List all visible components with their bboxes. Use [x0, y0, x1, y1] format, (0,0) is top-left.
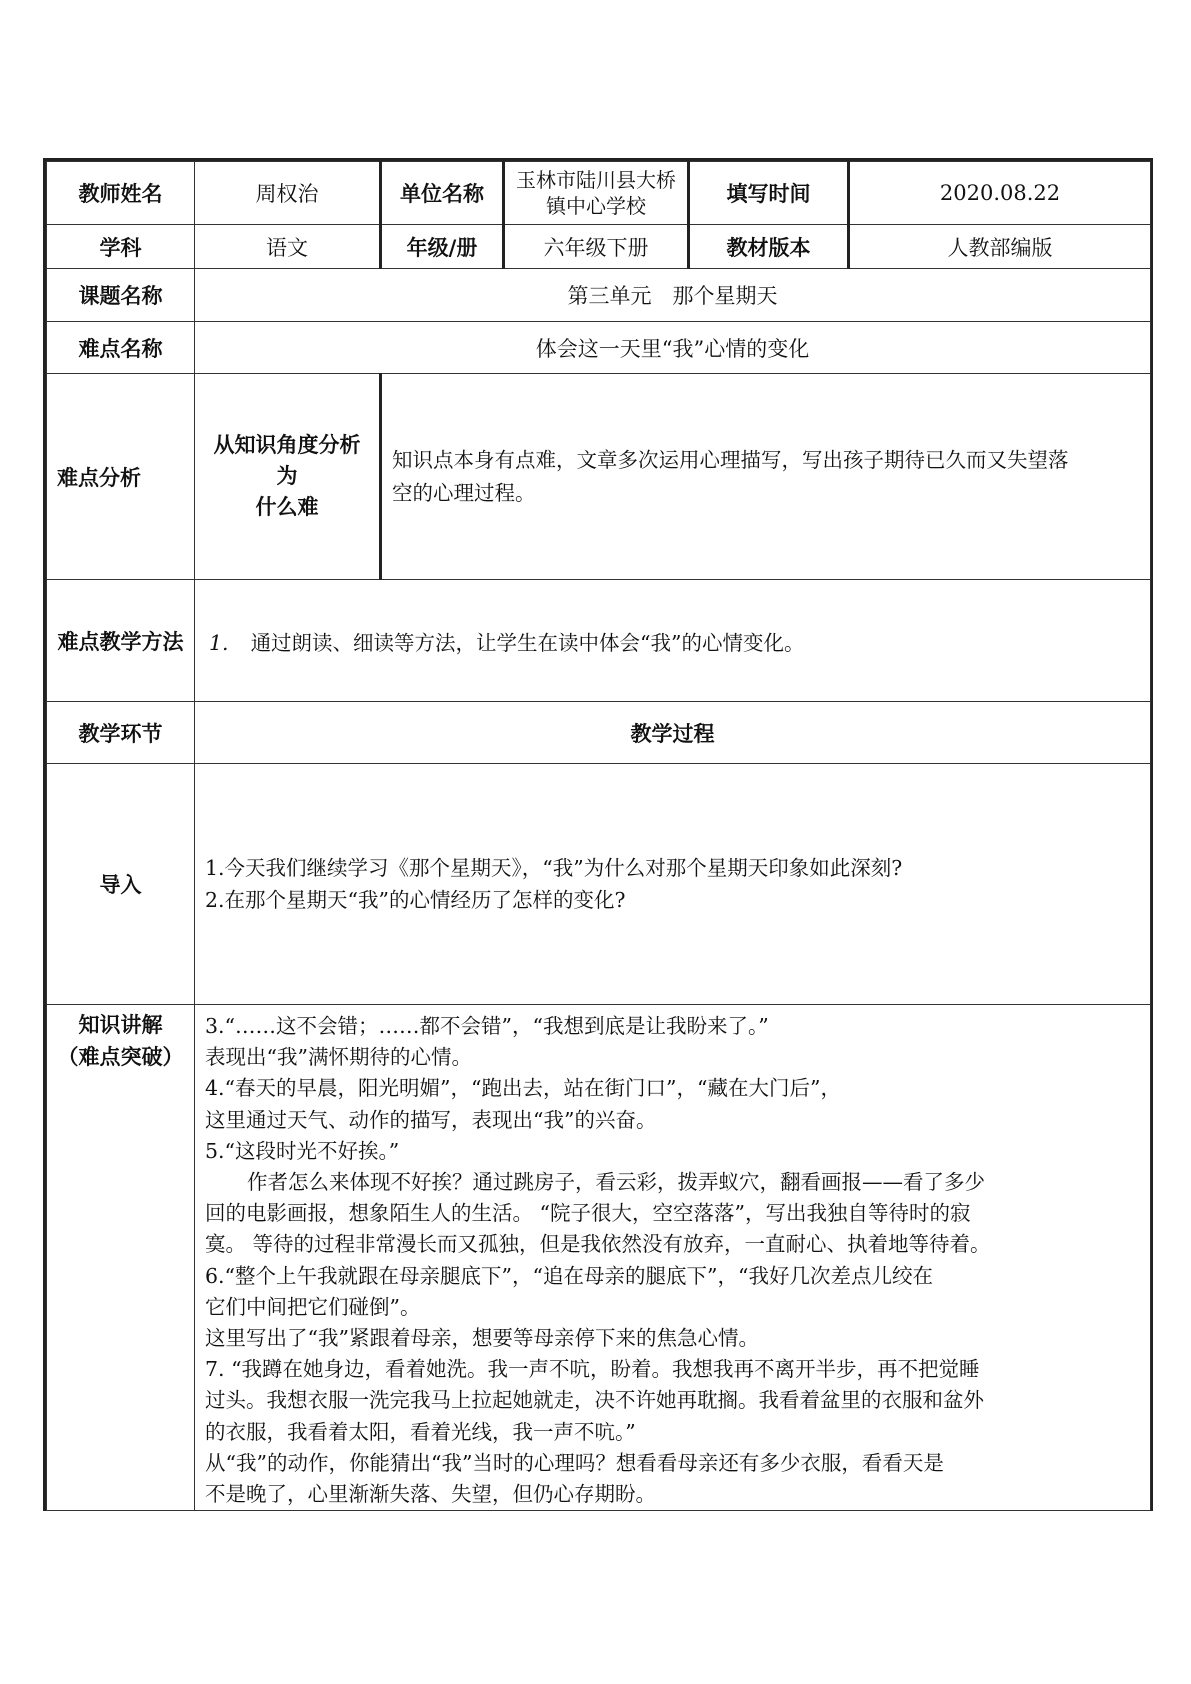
process-title: 教学过程 — [195, 702, 1151, 764]
knowledge-line: 作者怎么来体现不好挨？通过跳房子，看云彩，拨弄蚁穴，翻看画报——看了多少 — [247, 1170, 985, 1195]
difficulty-value: 体会这一天里“我”心情的变化 — [195, 322, 1151, 374]
textbook-label: 教材版本 — [689, 225, 849, 269]
unit-value — [504, 162, 689, 225]
knowledge-content — [195, 1005, 1151, 1511]
knowledge-line: 的衣服，我看着太阳，看着光线，我一声不吭。” — [205, 1419, 636, 1444]
process-stage-label: 教学环节 — [47, 702, 195, 764]
knowledge-line: 回的电影画报，想象陌生人的生活。 “院子很大，空空落落”，写出我独自等待时的寂 — [205, 1201, 971, 1226]
grade-label: 年级/册 — [381, 225, 504, 269]
teacher-name-value: 周权治 — [195, 162, 381, 225]
topic-label: 课题名称 — [47, 269, 195, 322]
knowledge-line: 它们中间把它们碰倒”。 — [205, 1294, 421, 1319]
method-label: 难点教学方法 — [47, 580, 195, 702]
analysis-answer-line2: 空的心理过程。 — [392, 480, 536, 505]
row-topic — [47, 269, 1151, 322]
knowledge-line: 这里通过天气、动作的描写，表现出“我”的兴奋。 — [205, 1107, 657, 1132]
knowledge-line: 过头。我想衣服一洗完我马上拉起她就走，决不许她再耽搁。我看着盆里的衣服和盆外 — [205, 1388, 984, 1413]
topic-value: 第三单元 那个星期天 — [195, 269, 1151, 322]
subject-value: 语文 — [195, 225, 381, 269]
knowledge-line: 这里写出了“我”紧跟着母亲，想要等母亲停下来的焦急心情。 — [205, 1326, 759, 1351]
row-subject — [47, 225, 1151, 269]
knowledge-line: 从“我”的动作，你能猜出“我”当时的心理吗？想看看母亲还有多少衣服，看看天是 — [205, 1450, 944, 1475]
row-teacher — [47, 162, 1151, 225]
textbook-value: 人教部编版 — [849, 225, 1151, 269]
knowledge-label-line1: 知识讲解 — [78, 1013, 163, 1037]
knowledge-line: 表现出“我”满怀期待的心情。 — [205, 1045, 472, 1070]
knowledge-line: 4.“春天的早晨，阳光明媚”，“跑出去，站在街门口”，“藏在大门后”， — [205, 1076, 841, 1101]
intro-content — [195, 764, 1151, 1005]
analysis-label: 难点分析 — [47, 374, 195, 580]
row-difficulty — [47, 322, 1151, 374]
teacher-name-label: 教师姓名 — [47, 162, 195, 225]
row-method — [47, 580, 1151, 702]
unit-value-line1: 玉林市陆川县大桥 — [516, 168, 676, 192]
analysis-question-line1: 从知识角度分析为 — [213, 433, 361, 488]
intro-line1: 1.今天我们继续学习《那个星期天》，“我”为什么对那个星期天印象如此深刻? — [205, 856, 903, 880]
knowledge-line: 7. “我蹲在她身边，看着她洗。我一声不吭，盼着。我想我再不离开半步，再不把觉睡 — [205, 1357, 980, 1382]
method-value — [195, 580, 1151, 702]
unit-label: 单位名称 — [381, 162, 504, 225]
knowledge-label-line2: （难点突破） — [57, 1045, 184, 1069]
row-analysis — [47, 374, 1151, 580]
method-text: 通过朗读、细读等方法，让学生在读中体会“我”的心情变化。 — [250, 630, 805, 655]
grade-value: 六年级下册 — [504, 225, 689, 269]
fill-time-value: 2020.08.22 — [849, 162, 1151, 225]
knowledge-line: 寞。 等待的过程非常漫长而又孤独，但是我依然没有放弃，一直耐心、执着地等待着。 — [205, 1232, 991, 1257]
fill-time-label: 填写时间 — [689, 162, 849, 225]
analysis-answer — [381, 374, 1151, 580]
unit-value-line2: 镇中心学校 — [546, 194, 646, 218]
intro-line2: 2.在那个星期天“我”的心情经历了怎样的变化? — [205, 888, 626, 912]
analysis-question-line2: 什么难 — [255, 495, 319, 519]
analysis-question — [195, 374, 381, 580]
row-intro — [47, 764, 1151, 1005]
knowledge-line: 不是晚了，心里渐渐失落、失望，但仍心存期盼。 — [205, 1482, 656, 1507]
knowledge-label — [47, 1005, 195, 1511]
subject-label: 学科 — [47, 225, 195, 269]
knowledge-line: 6.“整个上午我就跟在母亲腿底下”，“追在母亲的腿底下”，“我好几次差点儿绞在 — [205, 1263, 933, 1288]
difficulty-label: 难点名称 — [47, 322, 195, 374]
lesson-plan-sheet — [43, 158, 1153, 1511]
knowledge-line: 5.“这段时光不好挨。” — [205, 1138, 400, 1163]
method-number: 1. — [209, 630, 229, 655]
analysis-answer-line1: 知识点本身有点难，文章多次运用心理描写，写出孩子期待已久而又失望落 — [392, 447, 1069, 472]
knowledge-line: 3.“……这不会错；……都不会错”，“我想到底是让我盼来了。” — [205, 1014, 769, 1038]
row-knowledge — [47, 1005, 1151, 1511]
lesson-plan-table — [46, 161, 1151, 1511]
intro-label: 导入 — [47, 764, 195, 1005]
row-process-header — [47, 702, 1151, 764]
